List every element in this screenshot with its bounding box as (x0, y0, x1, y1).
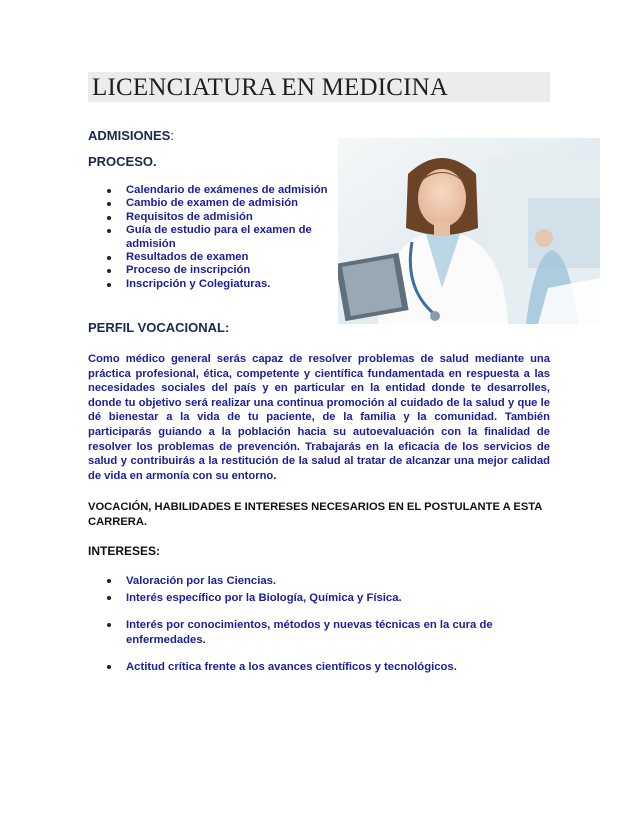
proceso-list (105, 184, 337, 291)
perfil-paragraph (88, 352, 550, 483)
intereses-list (105, 574, 545, 677)
list-item: Valoración por las Ciencias. (105, 574, 545, 589)
list-item: Proceso de inscripción (105, 264, 337, 277)
admisiones-heading (88, 128, 174, 143)
perfil-period: . (273, 469, 277, 482)
page-title: LICENCIATURA EN MEDICINA (92, 74, 449, 101)
admisiones-label: ADMISIONES (88, 128, 171, 143)
list-item: Interés específico por la Biología, Química y Física. (105, 591, 545, 606)
perfil-heading: PERFIL VOCACIONAL: (88, 320, 230, 335)
intereses-heading: INTERESES: (88, 544, 161, 558)
list-item: Resultados de examen (105, 251, 337, 264)
list-item: Inscripción y Colegiaturas. (105, 278, 337, 291)
list-item: Calendario de exámenes de admisión (105, 184, 337, 197)
list-item: Guía de estudio para el examen de admisión (105, 224, 337, 251)
list-item: Interés por conocimientos, métodos y nuevas técnicas en la cura de enfermedades. (105, 618, 545, 648)
vocacion-heading: VOCACIÓN, HABILIDADES E INTERESES NECESARIOS EN EL POSTULANTE A ESTA CARRERA. (88, 501, 542, 528)
list-item: Cambio de examen de admisión (105, 197, 337, 210)
perfil-text: Como médico general serás capaz de resolver problemas de salud mediante una práctica profesional, ética, competente y científica fundamentada en respuesta a las necesidades sociales del país y en particular en la entidad donde te desarrolles, donde tu objetivo será realizar una continua promoción al cuidado de la salud y que le dé bienestar a la vida de tu paciente, de la familia y la comunidad. También participarás guiando a la población hacia su autoevaluación con la finalidad de resolver los problemas de prevención. Trabajarás en la eficacia de los servicios de salud y contribuirás a la restitución de la salud al tratar de alcanzar una mejor calidad de vida en armonía con su entorno (88, 353, 550, 482)
admisiones-colon: : (170, 128, 174, 143)
list-item: Requisitos de admisión (105, 211, 337, 224)
list-item: Actitud crítica frente a los avances científicos y tecnológicos. (105, 660, 545, 675)
proceso-heading: PROCESO. (88, 154, 157, 169)
doctor-photo (338, 138, 600, 324)
